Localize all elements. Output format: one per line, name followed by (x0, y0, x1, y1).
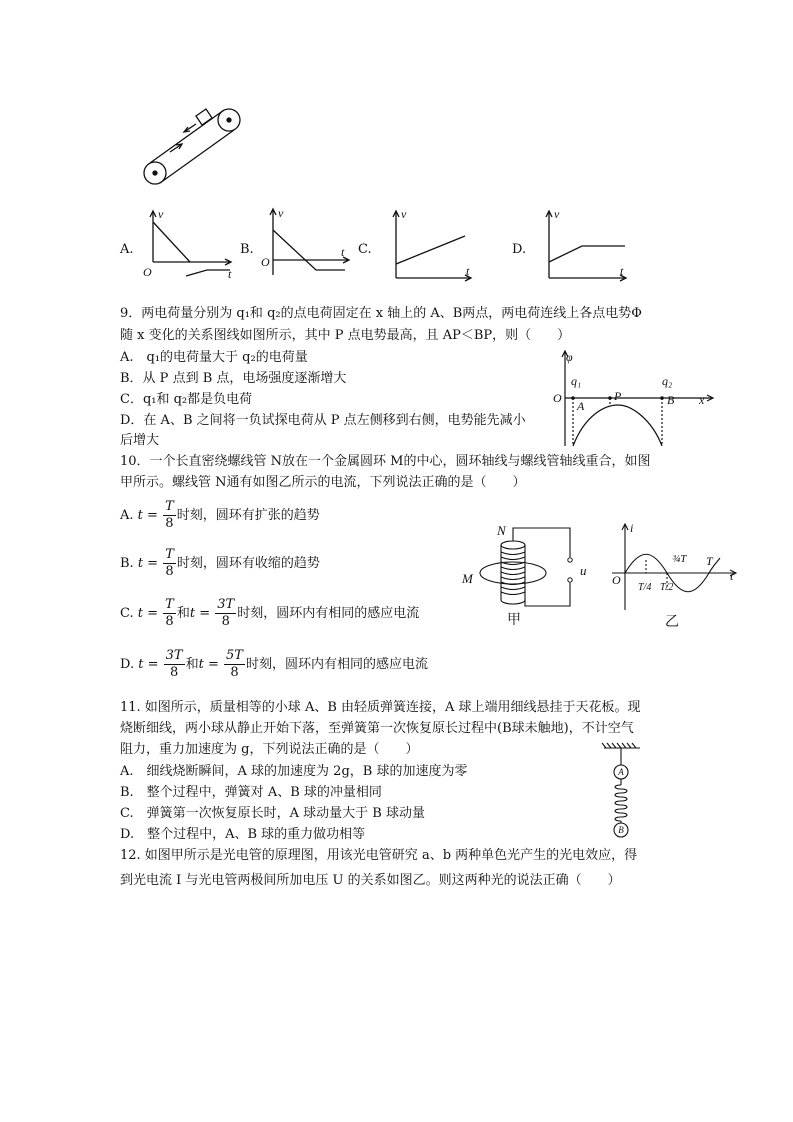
q8d-v-label: v (554, 207, 560, 221)
q10-option-b-label: B. (120, 556, 134, 571)
q8a-t-label: t (228, 267, 232, 281)
q8-option-a: A. (120, 242, 134, 257)
q12-stem-line1: 12. 如图甲所示是光电管的原理图，用该光电管研究 a、b 两种单色光产生的光电效应，得 (120, 848, 638, 863)
q9-x-label: x (699, 393, 705, 407)
q9-stem-line1: 9．两电荷量分别为 q₁和 q₂的点电荷固定在 x 轴上的 A、B两点，两电荷连线上各点电势Φ (120, 306, 642, 321)
q10-half-t-label: T/2 (660, 582, 674, 593)
q9-q2-label: q₂ (662, 374, 673, 388)
q8a-origin-label: O (143, 265, 152, 279)
q10-t-label: t (730, 569, 734, 583)
q8a-v-label: v (158, 207, 164, 221)
q10-option-a-teq: t = (137, 508, 158, 523)
q10-m-label: M (462, 571, 473, 586)
q10-option-c-teq1: t = (137, 606, 159, 621)
q10-option-a-text: 时刻，圆环有扩张的趋势 (176, 508, 320, 523)
q9-b-label: B (667, 393, 675, 407)
fraction-numerator: 3T (217, 597, 235, 612)
q11-option-b: B. 整个过程中，弹簧对 A、B 球的冲量相同 (120, 785, 382, 800)
fraction-denominator: 8 (165, 516, 174, 531)
q10-option-c-and: 和 (176, 606, 190, 621)
fraction-denominator: 8 (221, 614, 230, 629)
q10-option-d-label: D. (120, 657, 135, 672)
q10-option-d-text: 时刻，圆环内有相同的感应电流 (245, 657, 428, 672)
q9-option-d-line1: D．在 A、B 之间将一负试探电荷从 P 点左侧移到右侧，电势能先减小 (120, 413, 526, 428)
q10-stem-line1: 10．一个长直密绕螺线管 N放在一个金属圆环 M的中心，圆环轴线与螺线管轴线重合，如图 (120, 454, 651, 469)
q9-option-a: A. q₁的电荷量大于 q₂的电荷量 (120, 350, 308, 365)
q10-option-b-text: 时刻，圆环有收缩的趋势 (176, 556, 320, 571)
q9-phi-label: φ (566, 350, 573, 364)
q8c-v-label: v (401, 207, 407, 221)
q10-option-d-teq2: t = (198, 657, 219, 672)
q11-option-a: A. 细线烧断瞬间，A 球的加速度为 2g，B 球的加速度为零 (120, 764, 468, 779)
q10-n-label: N (497, 523, 506, 538)
fraction-numerator: T (165, 597, 174, 612)
q11-stem-line3: 阻力，重力加速度为 g，下列说法正确的是（ ） (120, 742, 419, 757)
fraction-denominator: 8 (165, 614, 174, 629)
q11-stem-line1: 11. 如图所示，质量相等的小球 A、B 由轻质弹簧连接，A 球上端用细线悬挂于天花板。现 (120, 700, 641, 715)
q11-option-c: C. 弹簧第一次恢复原长时，A 球动量大于 B 球动量 (120, 806, 425, 821)
q8-option-b: B. (240, 242, 254, 257)
fraction-numerator: 5T (225, 648, 243, 663)
q8b-origin-label: O (261, 255, 270, 269)
q11-option-d: D. 整个过程中，A、B 球的重力做功相等 (120, 827, 366, 842)
q8c-t-label: t (466, 264, 470, 278)
fraction-numerator: T (165, 499, 174, 514)
q10-option-d-teq1: t = (138, 657, 159, 672)
q10-origin-label: O (612, 573, 621, 587)
q10-option-a-label: A. (120, 508, 134, 523)
q11-ball-a-label: A (618, 767, 624, 777)
q9-q1-label: q₁ (571, 374, 582, 388)
q9-option-b: B．从 P 点到 B 点，电场强度逐渐增大 (120, 371, 347, 386)
q10-period-label: T (706, 554, 713, 568)
q8b-t-label: t (341, 245, 345, 259)
q8d-t-label: t (620, 264, 624, 278)
q10-option-c-text: 时刻，圆环内有相同的感应电流 (237, 606, 420, 621)
fraction-denominator: 8 (169, 665, 179, 680)
q9-a-label: A (577, 399, 585, 413)
q9-stem-line2: 随 x 变化的关系图线如图所示，其中 P 点电势最高，且 AP＜BP，则（ ） (120, 328, 571, 343)
fraction-denominator: 8 (230, 665, 239, 680)
q10-option-c-teq2: t = (189, 606, 211, 621)
q10-quarter-t-label: T/4 (638, 582, 652, 593)
fraction-numerator: T (165, 547, 174, 562)
q10-fig-jia-caption: 甲 (507, 613, 521, 628)
q11-ball-b-label: B (618, 825, 624, 835)
q10-u-label: u (580, 563, 587, 578)
q9-origin-label: O (553, 391, 562, 405)
q8-option-d: D. (512, 242, 527, 257)
q10-option-d-and: 和 (185, 657, 199, 672)
fraction-numerator: 3T (165, 648, 183, 663)
q10-three-quarter-t-label: ¾T (672, 553, 687, 565)
q12-stem-line2: 到光电流 I 与光电管两极间所加电压 U 的关系如图乙。则这两种光的说法正确（ ） (120, 873, 621, 888)
q10-fig-yi-caption: 乙 (665, 615, 679, 630)
q10-option-c-label: C. (120, 606, 134, 621)
fraction-denominator: 8 (165, 564, 174, 579)
q8b-v-label: v (278, 206, 284, 220)
q10-stem-line2: 甲所示。螺线管 N通有如图乙所示的电流，下列说法正确的是（ ） (120, 475, 526, 490)
q11-stem-line2: 烧断细线，两小球从静止开始下落，至弹簧第一次恢复原长过程中(B球未触地)，不计空气 (120, 721, 634, 736)
q9-p-label: P (614, 389, 622, 403)
q10-i-label: i (630, 521, 634, 535)
q9-option-d-line2: 后增大 (120, 433, 160, 448)
q9-option-c: C．q₁和 q₂都是负电荷 (120, 392, 253, 407)
q10-option-b-teq: t = (137, 556, 159, 571)
q8-option-c: C. (358, 242, 372, 257)
